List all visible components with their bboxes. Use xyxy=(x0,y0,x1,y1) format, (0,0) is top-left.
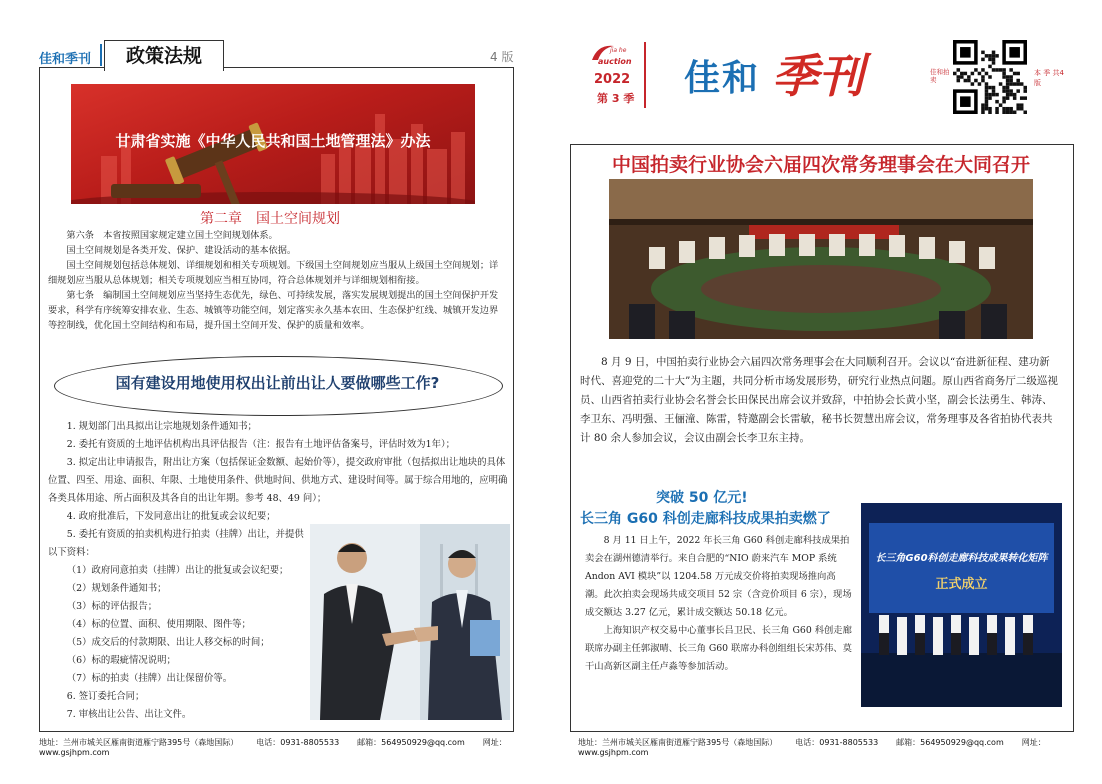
list-item: 3. 拟定出让申请报告，附出让方案（包括保证金数额、起始价等），提交政府审批（包括拟出让地块的具体位置、四至、用途、面积、年限、土地使用条件、供地时间、供地方式、建设时间等。属于综合用地的，应明确各类具体用途、所占面积及其各自的出让年期。参考 48、49 问）； xyxy=(48,457,508,504)
sub-item: （3）标的评估报告； xyxy=(66,601,158,612)
sub-item: （6）标的瑕疵情况说明； xyxy=(66,655,176,666)
paragraph: 第六条 本省按照国家规定建立国土空间规划体系。 xyxy=(66,230,278,241)
sub-item: （1）政府同意拍卖（挂牌）出让的批复或会议纪要； xyxy=(66,565,289,576)
issue-year: 2022 xyxy=(594,72,631,87)
paragraph: 8 月 11 日上午，2022 年长三角 G60 科创走廊科技成果拍卖会在湖州德清举行。来自合肥的“NIO 蔚来汽车 MOP 系统 Andon AVI 模块”以 1204.58 万元成交价将拍卖现场推向高潮。此次拍卖会现场共成交项目 52 宗（含竞价项目 6 宗），现场成交额达 3.27 亿元，累计成交额达 50.18 亿元。 xyxy=(585,535,852,618)
meeting-article: 8 月 9 日，中国拍卖行业协会六届四次常务理事会在大同顺利召开。会议以“奋进新征程、建功新时代、喜迎党的二十大”为主题，共同分析市场发展形势，研究行业热点问题。原山西省商务厅二级巡视员、山西省拍卖行业协会名誉会长田保民出席会议并致辞，中拍协会长黄小坚，副会长法勇生、韩涛、李卫东、冯明强、王俪潼、陈雷，特邀副会长雷敏，秘书长贺慧出席会议，常务理事及各省拍协代表共计 80 余人参加会议，会议由副会长李卫东主持。 xyxy=(580,356,1058,444)
law-banner xyxy=(71,84,475,204)
edition-label: 4 版 xyxy=(490,50,514,64)
list-item: 4. 政府批准后，下发同意出让的批复或会议纪要； xyxy=(66,511,276,522)
list-item: 1. 规划部门出具拟出让宗地规划条件通知书； xyxy=(66,421,257,432)
headline-auction-line1: 突破 50 亿元! xyxy=(656,490,748,506)
footer-phone: 电话：0931-8805533 xyxy=(795,738,879,747)
ceremony-banner-text: 长三角G60科创走廊科技成果转化矩阵 xyxy=(875,553,1048,564)
issue-page-count: 本 季 共4 版 xyxy=(1034,69,1064,87)
meeting-photo xyxy=(609,179,1033,339)
business-handshake-image xyxy=(310,524,510,720)
list-item: 7. 审核出让公告、出让文件。 xyxy=(66,709,192,720)
headline-auction-line2: 长三角 G60 科创走廊科技成果拍卖燃了 xyxy=(580,511,831,527)
list-item: 2. 委托有资质的土地评估机构出具评估报告（注：报告有土地评估备案号，评估时效为1年）； xyxy=(66,439,455,450)
banner-title: 甘肃省实施《中华人民共和国土地管理法》办法 xyxy=(115,132,431,150)
paragraph: 第七条 编制国土空间规划应当坚持生态优先，绿色、可持续发展，落实发展规划提出的国土空间保护开发要求，科学有序统筹安排农业、生态、城镇等功能空间，划定落实永久基本农田、生态保护红线、城镇开发边界等控制线，优化国土空间结构和布局，提升国土空间开发、保护的质量和效率。 xyxy=(48,290,499,331)
headline-meeting: 中国拍卖行业协会六届四次常务理事会在大同召开 xyxy=(611,154,1030,176)
masthead-title-blue: 佳和 xyxy=(684,58,761,99)
qr-code-icon xyxy=(953,40,1027,114)
qr-code xyxy=(953,40,1027,114)
sub-item: （4）标的位置、面积、使用期限、图件等； xyxy=(66,619,251,630)
list-item: 5. 委托有资质的拍卖机构进行拍卖（挂牌）出让，并提供以下资料： xyxy=(48,529,304,558)
issue-season: 第 3 季 xyxy=(597,92,635,105)
question-title: 国有建设用地使用权出让前出让人要做哪些工作? xyxy=(115,374,440,392)
svg-text:auction: auction xyxy=(598,57,632,66)
footer-address: 地址：兰州市城关区雁南街道雁宁路395号（森地国际） xyxy=(39,738,239,747)
footer-phone: 电话：0931-8805533 xyxy=(256,738,340,747)
footer-address: 地址：兰州市城关区雁南街道雁宁路395号（森地国际） xyxy=(578,738,778,747)
ceremony-photo xyxy=(861,503,1062,707)
masthead-divider xyxy=(644,42,646,108)
footer-website: 网址：www.gsjhpm.com xyxy=(578,738,1046,757)
ceremony-stage-image xyxy=(861,503,1062,707)
paragraph: 上海知识产权交易中心董事长吕卫民、长三角 G60 科创走廊联席办副主任郭淑晴、长三角 G60 联席办科创组组长宋苏伟、莫干山高新区副主任卢淼等参加活动。 xyxy=(585,625,852,672)
brand-separator xyxy=(100,44,102,66)
chapter-heading: 第二章 国土空间规划 xyxy=(200,211,340,227)
sub-item: （5）成交后的付款期限、出让人移交标的时间； xyxy=(66,637,270,648)
auction-logo xyxy=(588,40,636,68)
list-item: 6. 签订委托合同； xyxy=(66,691,145,702)
masthead-title-red: 季刊 xyxy=(772,49,864,103)
footer-email: 邮箱：564950929@qq.com xyxy=(357,738,465,747)
qr-left-caption: 佳和拍卖 xyxy=(930,68,950,84)
sub-item: （2）规划条件通知书； xyxy=(66,583,167,594)
sub-item: （7）标的拍卖（挂牌）出让保留价等。 xyxy=(66,673,233,684)
auction-article xyxy=(585,532,853,676)
conference-room-image xyxy=(609,179,1033,339)
section-title: 政策法规 xyxy=(104,40,224,71)
footer-website: 网址：www.gsjhpm.com xyxy=(39,738,507,757)
article-land-planning xyxy=(48,228,500,333)
left-footer xyxy=(39,737,512,757)
ceremony-banner-subtitle: 正式成立 xyxy=(935,577,988,592)
left-brand: 佳和季刊 xyxy=(39,52,92,67)
right-footer xyxy=(578,737,1072,757)
handshake-photo xyxy=(310,524,510,720)
paragraph: 国土空间规划包括总体规划、详细规划和相关专项规划。下级国土空间规划应当服从上级国土空间规划；详细规划应当服从总体规划；相关专项规划应当相互协同，符合总体规划并与详细规划相衔接。 xyxy=(48,260,499,286)
svg-text:jia he: jia he xyxy=(610,47,627,54)
footer-email: 邮箱：564950929@qq.com xyxy=(896,738,1004,747)
paragraph: 国土空间规划是各类开发、保护、建设活动的基本依据。 xyxy=(66,245,297,256)
jiahe-auction-logo-icon xyxy=(588,40,636,68)
